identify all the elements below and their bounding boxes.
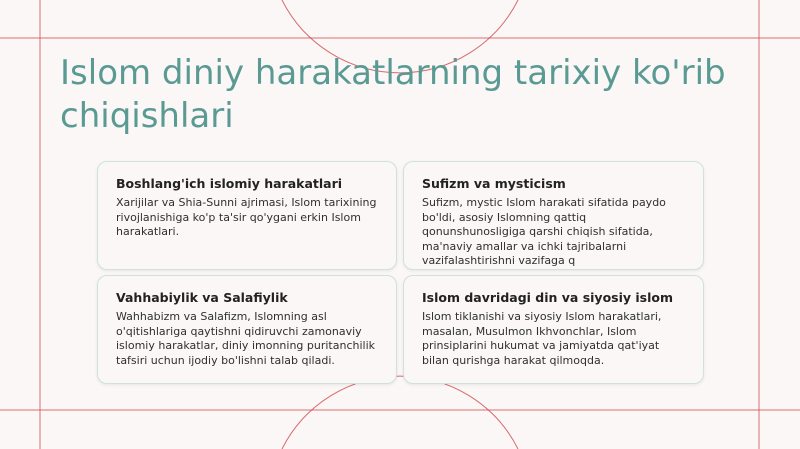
card-text: Xarijilar va Shia-Sunni ajrimasi, Islom tarixining rivojlanishiga ko'p ta'sir qo'ygani erkin Islom harakatlari. [116,196,377,239]
card-heading: Boshlang'ich islomiy harakatlari [116,176,343,191]
card-text: Sufizm, mystic Islom harakati sifatida paydo bo'ldi, asosiy Islomning qattiq qonunshunosligiga qarshi chiqish sifatida, ma'naviy amallar va ichki tajribalarni vazifalashtirishni vazifaga q [422,196,666,268]
card-political-islam [403,275,704,384]
cards-grid [97,161,704,384]
card-heading: Islom davridagi din va siyosiy islom [422,290,674,305]
slide-title: Islom diniy harakatlarning tarixiy ko'rib chiqishlari [60,53,726,136]
card-early-islamic-movements [97,161,397,270]
card-sufism [403,161,704,270]
card-wahhabism-salafism [97,275,397,384]
decor-arc-bottom [282,376,518,449]
card-heading: Vahhabiylik va Salafiylik [116,290,288,305]
card-text: Islom tiklanishi va siyosiy Islom harakatlari, masalan, Musulmon Ikhvonchlar, Islom prinsiplarini hukumat va jamiyatda qat'iyat bilan qurishga harakat qilmoqda. [422,310,662,367]
card-heading: Sufizm va mysticism [422,176,566,191]
card-text: Wahhabizm va Salafizm, Islomning asl o'qitishlariga qaytishni qidiruvchi zamonaviy islomiy harakatlar, diniy imonning puritanchilik tafsiri uchun ijodiy bo'lishni talab qiladi. [116,310,376,367]
